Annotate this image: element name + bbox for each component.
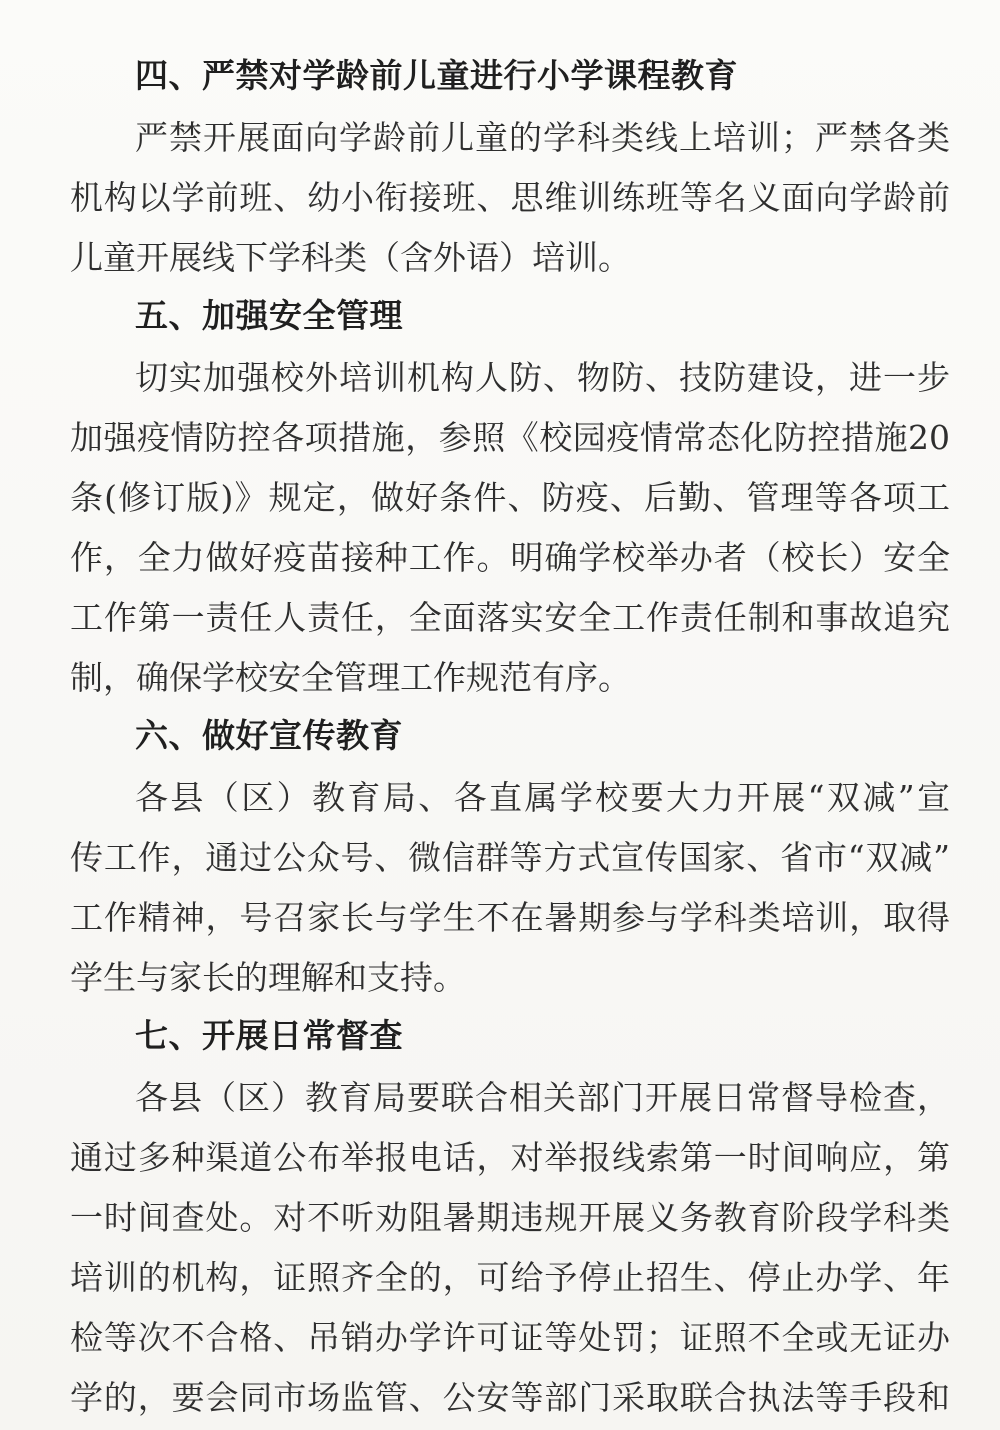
paragraph-line: 培训的机构，证照齐全的，可给予停止招生、停止办学、年 xyxy=(70,1258,950,1297)
paragraph-line: 工作第一责任人责任，全面落实安全工作责任制和事故追究 xyxy=(70,598,950,637)
paragraph-line: 机构以学前班、幼小衔接班、思维训练班等名义面向学龄前 xyxy=(70,178,950,217)
paragraph-line: 通过多种渠道公布举报电话，对举报线索第一时间响应，第 xyxy=(70,1138,950,1177)
paragraph-line: 切实加强校外培训机构人防、物防、技防建设，进一步 xyxy=(135,358,950,397)
paragraph-line: 加强疫情防控各项措施，参照《校园疫情常态化防控措施20 xyxy=(70,418,950,457)
section-heading: 七、开展日常督查 xyxy=(135,1016,403,1055)
paragraph-line: 检等次不合格、吊销办学许可证等处罚；证照不全或无证办 xyxy=(70,1318,950,1357)
paragraph-line: 学的，要会同市场监管、公安等部门采取联合执法等手段和 xyxy=(70,1378,950,1417)
section-heading: 五、加强安全管理 xyxy=(135,296,403,335)
paragraph-line: 制，确保学校安全管理工作规范有序。 xyxy=(70,658,631,697)
paragraph-line: 传工作，通过公众号、微信群等方式宣传国家、省市“双减” xyxy=(70,838,950,877)
section-heading: 六、做好宣传教育 xyxy=(135,716,403,755)
paragraph-line: 各县（区）教育局要联合相关部门开展日常督导检查， xyxy=(135,1078,950,1117)
paragraph-line: 学生与家长的理解和支持。 xyxy=(70,958,466,997)
paragraph-line: 严禁开展面向学龄前儿童的学科类线上培训；严禁各类 xyxy=(135,118,950,157)
paragraph-line: 作，全力做好疫苗接种工作。明确学校举办者（校长）安全 xyxy=(70,538,950,577)
paragraph-line: 条(修订版)》规定，做好条件、防疫、后勤、管理等各项工 xyxy=(70,478,950,517)
paragraph-line: 各县（区）教育局、各直属学校要大力开展“双减”宣 xyxy=(135,778,950,817)
paragraph-line: 儿童开展线下学科类（含外语）培训。 xyxy=(70,238,631,277)
section-heading: 四、严禁对学龄前儿童进行小学课程教育 xyxy=(135,56,738,95)
paragraph-line: 一时间查处。对不听劝阻暑期违规开展义务教育阶段学科类 xyxy=(70,1198,950,1237)
paragraph-line: 工作精神，号召家长与学生不在暑期参与学科类培训，取得 xyxy=(70,898,950,937)
